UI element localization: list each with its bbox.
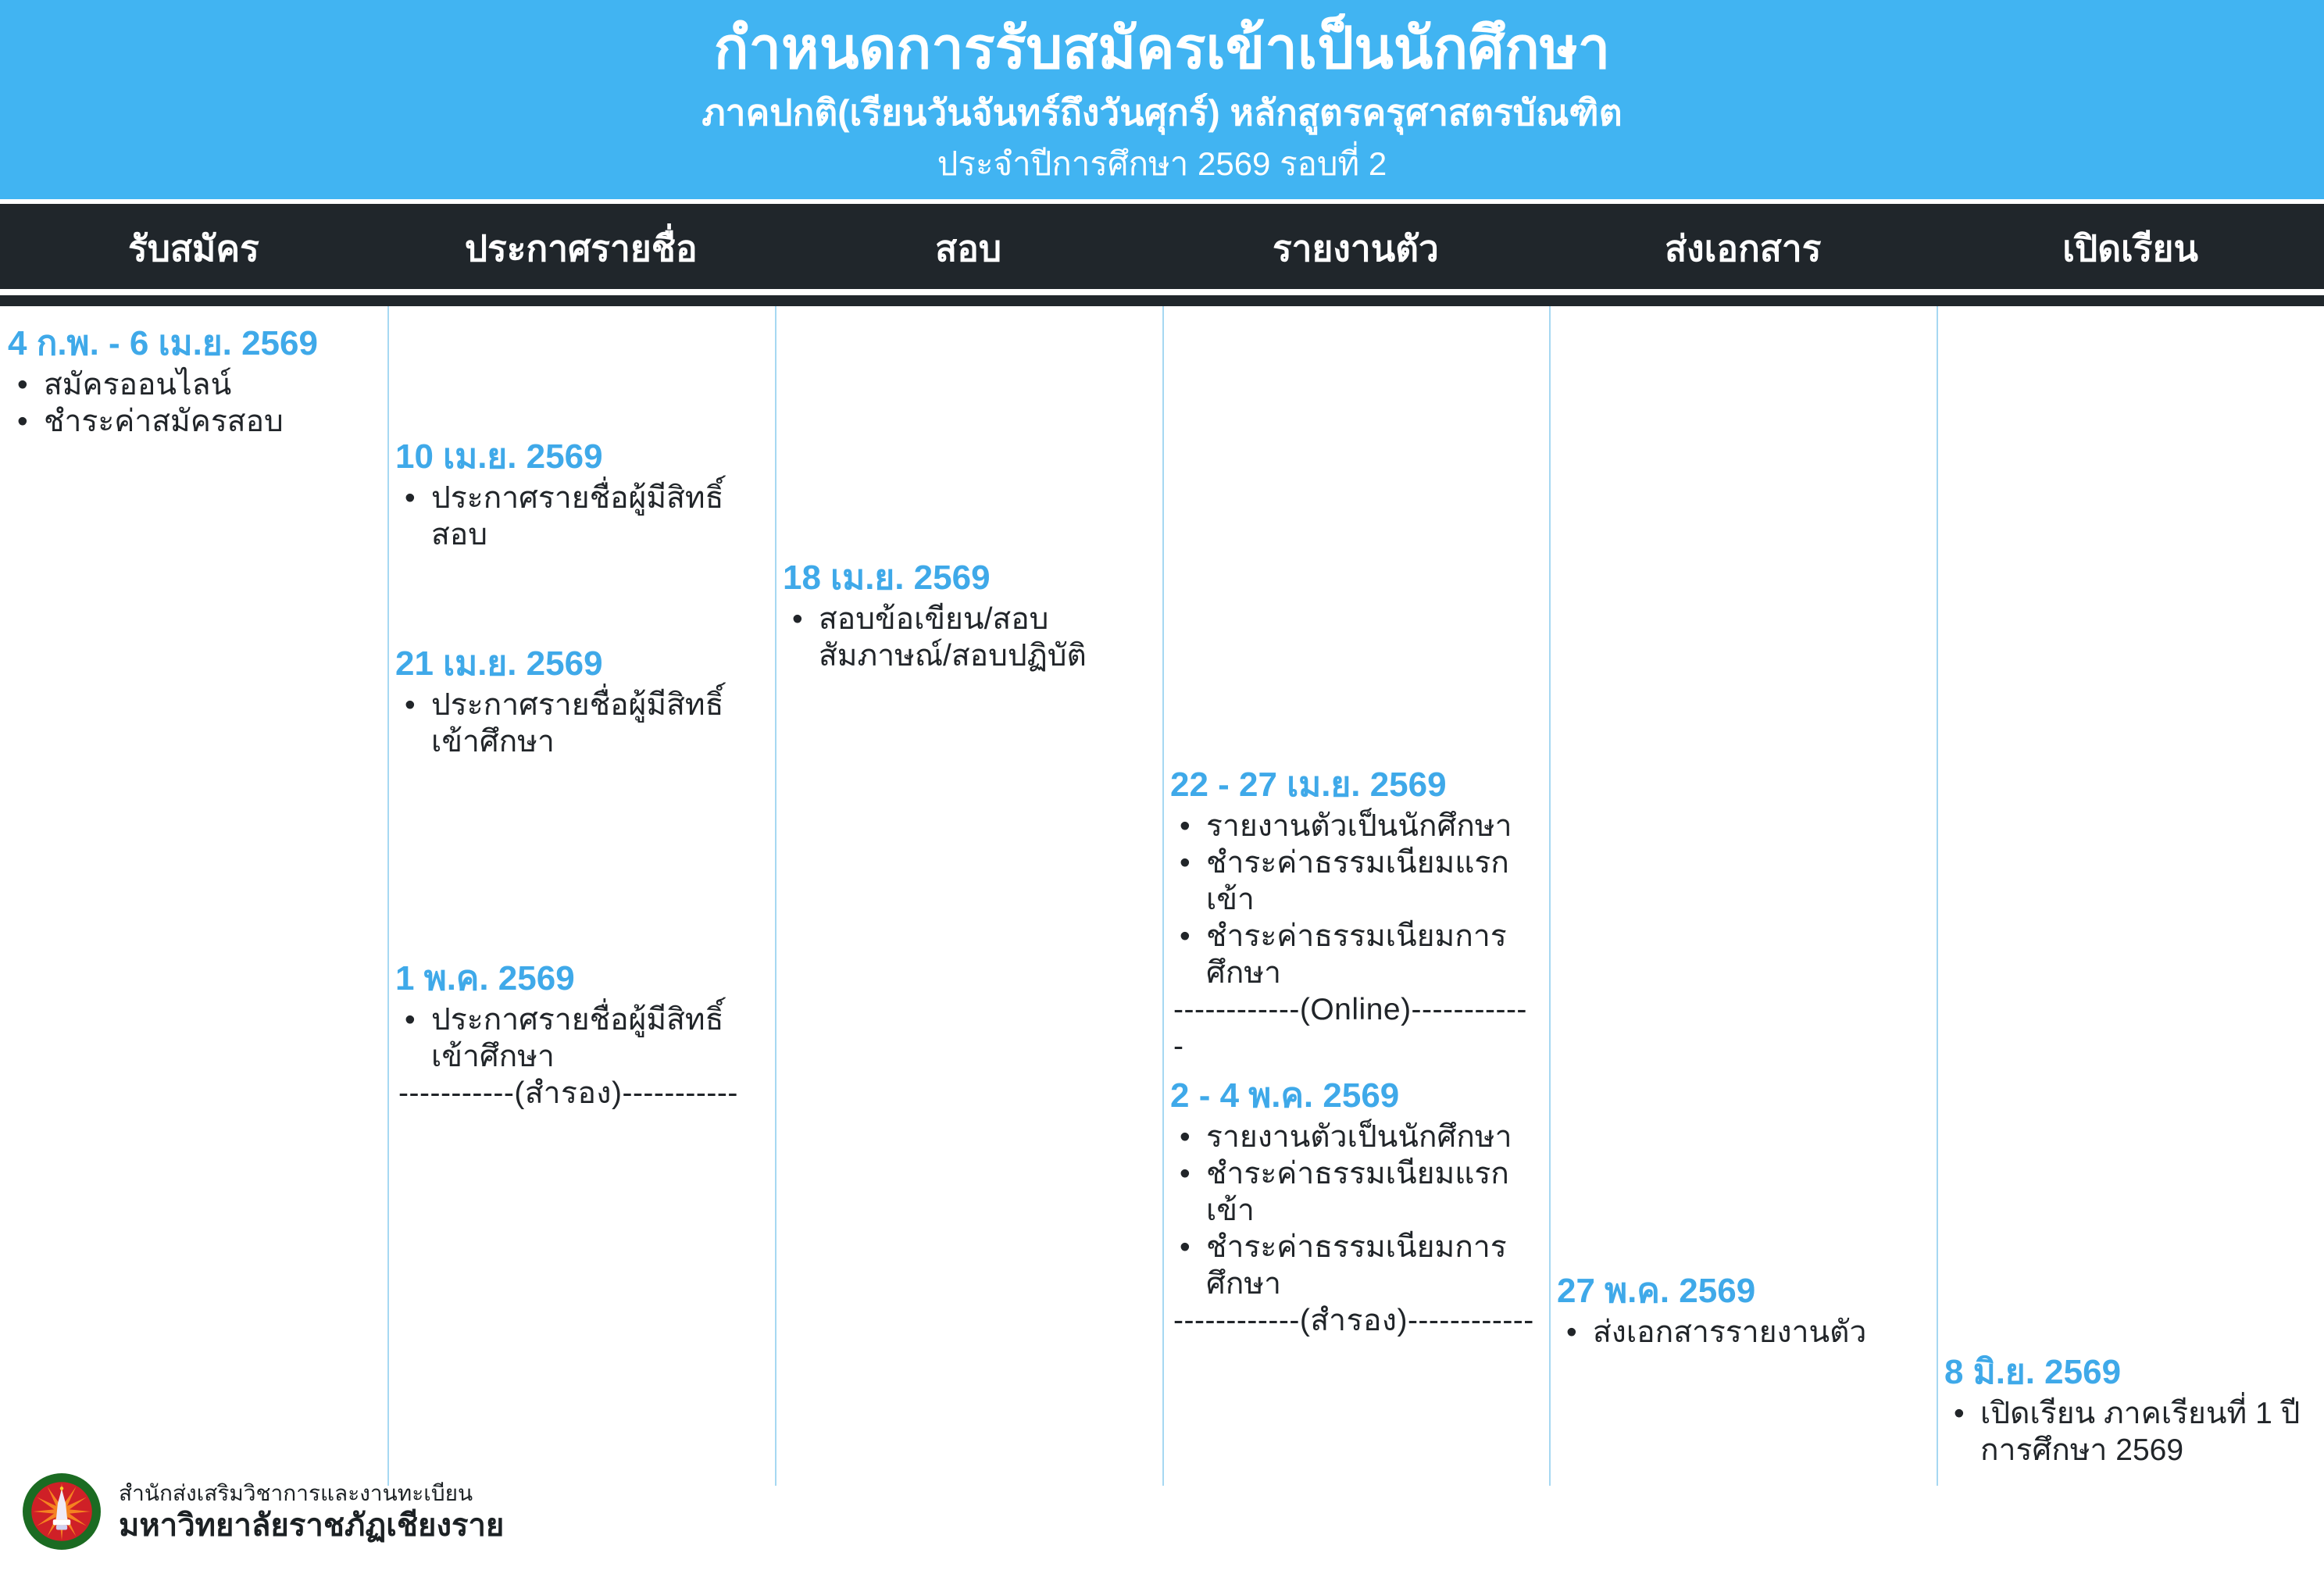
entry-item: • ประกาศรายชื่อผู้มีสิทธิ์​เข้าศึกษา	[395, 687, 761, 760]
timeline-entry	[1170, 766, 1536, 1065]
entry-item: • สมัครออนไลน์	[8, 366, 373, 403]
column-header-2: ประกาศรายชื่อ	[464, 228, 698, 269]
column-separator	[1549, 306, 1551, 1486]
column-header-1: รับสมัคร	[128, 228, 259, 269]
entry-date: 1 พ.ค. 2569	[395, 959, 575, 998]
entry-item: • สอบข้อเขียน/สอบสัมภาษณ์/​สอบปฏิบัติ	[783, 601, 1148, 674]
entry-note: ------------(สำรอง)------------	[1173, 1304, 1534, 1337]
entry-item: • ชำระค่าธรรมเนียมแรกเข้า	[1170, 1155, 1536, 1229]
column-separator	[387, 306, 389, 1486]
timeline-entry	[395, 644, 761, 760]
entry-note: ------------(Online)------------	[1173, 993, 1527, 1063]
column-header-5: ส่งเอกสาร	[1665, 228, 1822, 269]
footer-office-name: สำนักส่งเสริมวิชาการและงานทะเบียน	[119, 1481, 473, 1505]
entry-item: • ชำระค่าธรรมเนียมการศึกษา	[1170, 918, 1536, 991]
column-header-bar	[0, 209, 2324, 289]
bottom-divider-strip	[0, 295, 2324, 306]
timeline-entry	[1557, 1272, 1922, 1351]
entry-date: 18 เม.ย. 2569	[783, 559, 991, 597]
footer-university-name: มหาวิทยาลัยราชภัฏเชียงราย	[119, 1508, 505, 1543]
column-header-4: รายงานตัว	[1272, 228, 1439, 269]
footer	[20, 1472, 504, 1551]
white-gap-bottom	[0, 289, 2324, 295]
timeline-entry	[1170, 1076, 1536, 1339]
timeline-entry	[1944, 1353, 2310, 1469]
entry-item: • ส่งเอกสารรายงานตัว	[1557, 1314, 1922, 1351]
entry-item: • เปิดเรียน ภาคเรียนที่ 1 ปีการศึกษา 2569	[1944, 1395, 2310, 1469]
column-header-6: เปิดเรียน	[2062, 228, 2198, 269]
page-subtitle: ภาคปกติ(เรียนวันจันทร์ถึงวันศุกร์) หลักสูตรครุศาสตรบัณฑิต	[701, 91, 1623, 133]
entry-item: • รายงานตัวเป็นนักศึกษา	[1170, 1119, 1536, 1155]
column-separator	[1937, 306, 1938, 1486]
entry-date: 10 เม.ย. 2569	[395, 437, 603, 476]
footer-text	[119, 1479, 504, 1544]
entry-date: 22 - 27 เม.ย. 2569	[1170, 766, 1447, 804]
entry-item: • รายงานตัวเป็นนักศึกษา	[1170, 808, 1536, 844]
entry-date: 8 มิ.ย. 2569	[1944, 1353, 2122, 1391]
timeline-grid	[0, 306, 2324, 1486]
academic-year-line: ประจำปีการศึกษา 2569 รอบที่ 2	[937, 145, 1387, 182]
entry-note: -----------(สำรอง)-----------	[398, 1076, 738, 1110]
entry-item: • ประกาศรายชื่อผู้มีสิทธิ์​เข้าศึกษา	[395, 1001, 761, 1075]
header-banner	[0, 0, 2324, 199]
university-seal-icon	[20, 1472, 103, 1551]
timeline-entry	[395, 959, 761, 1112]
column-separator	[775, 306, 776, 1486]
timeline-entry	[8, 324, 373, 440]
entry-date: 4 ก.พ. - 6 เม.ย. 2569	[8, 324, 318, 362]
entry-date: 27 พ.ค. 2569	[1557, 1272, 1756, 1310]
column-separator	[1162, 306, 1164, 1486]
entry-item: • ชำระค่าธรรมเนียมแรกเข้า	[1170, 844, 1536, 918]
column-header-3: สอบ	[935, 228, 1002, 269]
timeline-entry	[783, 559, 1148, 674]
timeline-entry	[395, 437, 761, 553]
entry-date: 2 - 4 พ.ค. 2569	[1170, 1076, 1400, 1115]
entry-item: • ชำระค่าธรรมเนียมการศึกษา	[1170, 1229, 1536, 1302]
entry-item: • ชำระค่าสมัครสอบ	[8, 403, 373, 440]
page-title: กำหนดการรับสมัครเข้าเป็นนักศึกษา	[713, 15, 1611, 80]
entry-item: • ประกาศรายชื่อผู้มีสิทธิ์สอบ	[395, 480, 761, 553]
entry-date: 21 เม.ย. 2569	[395, 644, 603, 683]
